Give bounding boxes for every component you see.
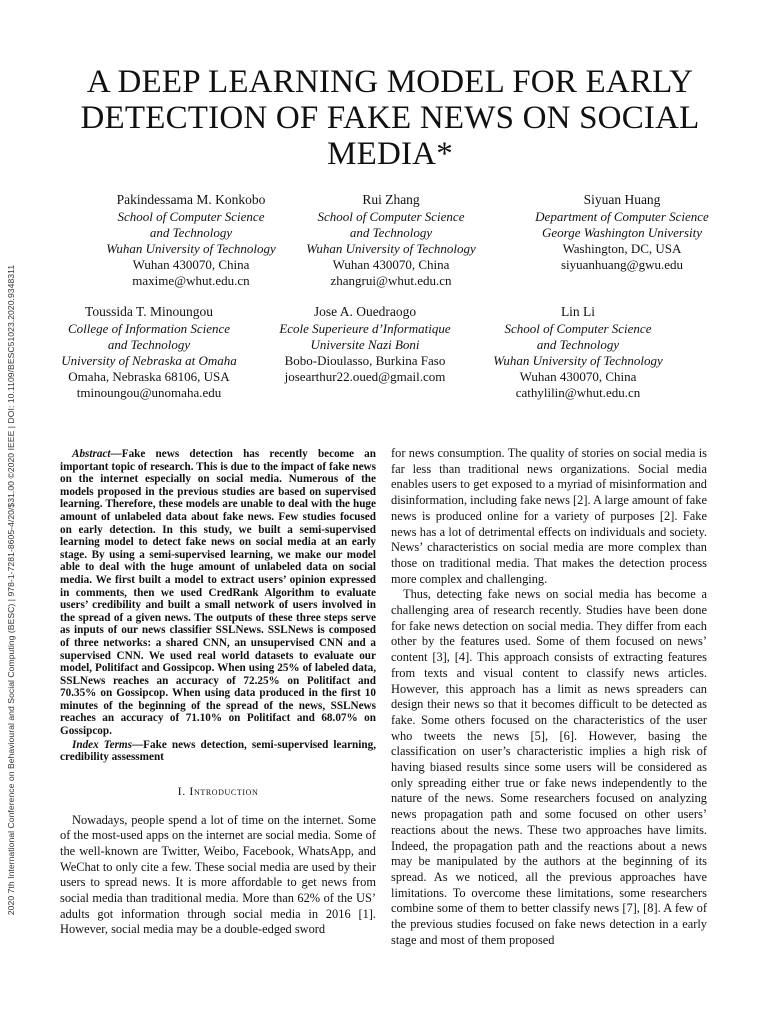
author-address: Omaha, Nebraska 68106, USA [68, 369, 230, 384]
abstract-label: Abstract [72, 448, 111, 460]
author-block [31, 304, 267, 401]
author-email[interactable]: tminoungou@unomaha.edu [76, 385, 222, 400]
author-affiliation: School of Computer Science [317, 209, 465, 224]
body-paragraph: Thus, detecting fake news on social media has become a challenging area of research recently. Studies have been done for fake news detection on social media. They differ from each other by the features used. Some of them focused on news’ content [3], [4]. This approach consists of extracting features from texts and visual content to classify news articles. However, this approach has a limit as news spreaders can design their news so that it becomes difficult to be detected as fake. Some others focused on the characteristics of the user who tweets the news [5], [6]. However, basing the classification on user’s characteristic implies a high risk of having biased results since some users will be considered as only spreading either true or fake news independently to the nature of the news. Some researchers focused on analyzing news propagation path and some focused on other users’ reactions about the news. These two approaches have limits. Indeed, the propagation path and the reactions about a news may be manipulated by the authors at the beginning of its spread. As we noticed, all the previous approaches have limitations. To overcome these limitations, some researchers combine some of them to better classify news [7], [8]. A few of the previous studies focused on fake news detection in a early stage and most of them proposed [391, 587, 707, 947]
author-email[interactable]: cathylilin@whut.edu.cn [515, 385, 641, 400]
author-address: Wuhan 430070, China [519, 369, 637, 384]
author-affiliation: and Technology [536, 337, 620, 352]
author-name: Jose A. Ouedraogo [313, 304, 417, 319]
section-number: I. [177, 783, 186, 798]
author-email[interactable]: siyuanhuang@gwu.edu [560, 257, 684, 272]
author-affiliation: and Technology [349, 225, 433, 240]
left-column [60, 448, 376, 938]
author-affiliation: University of Nebraska at Omaha [61, 353, 237, 368]
index-terms [60, 739, 376, 764]
body-paragraph: for news consumption. The quality of stories on social media is far less than traditional news organizations. Social media enables users to get exposed to a myriad of misinformation and disinformation, including fake news [2]. A large amount of fake news is produced online for a variety of purposes [2]. Fake news has a lot of detrimental effects on individuals and society. News’ characteristics on social media are more complex than those on traditional media. That makes the detection process more complex and challenging. [391, 446, 707, 586]
author-affiliation: School of Computer Science [504, 321, 652, 336]
author-name: Lin Li [560, 304, 596, 319]
right-column [391, 446, 707, 949]
author-address: Wuhan 430070, China [132, 257, 250, 272]
author-name: Rui Zhang [362, 192, 420, 207]
abstract [60, 448, 376, 738]
author-affiliation: Wuhan University of Technology [106, 241, 276, 256]
author-affiliation: Wuhan University of Technology [306, 241, 476, 256]
author-affiliation: and Technology [107, 337, 191, 352]
author-name: Pakindessama M. Konkobo [116, 192, 266, 207]
author-address: Wuhan 430070, China [332, 257, 450, 272]
author-affiliation: Department of Computer Science [535, 209, 709, 224]
author-address: Washington, DC, USA [562, 241, 682, 256]
index-terms-label: Index Terms [72, 738, 132, 751]
section-title: Introduction [189, 783, 259, 798]
author-name: Toussida T. Minoungou [85, 304, 213, 319]
author-affiliation: Wuhan University of Technology [493, 353, 663, 368]
author-email[interactable]: josearthur22.oued@gmail.com [284, 369, 446, 384]
index-terms-text: —Fake news detection, semi-supervised learning, credibility assessment [60, 738, 376, 764]
author-affiliation: School of Computer Science [117, 209, 265, 224]
abstract-text: —Fake news detection has recently become an important topic of research. This is due to the impact of fake news on the internet especially on social media. Numerous of the models proposed in the previous studies are based on supervised learning. Therefore, these models are unable to deal with the huge amount of unlabeled data about fake news. Few studies focused on early detection. In this study, we built a semi-supervised learning model to detect fake news on social media at an early stage. By using a semi-supervised learning, we make our model able to deal with the huge amount of unlabeled data on social media. We first built a model to extract users’ opinion expressed in comments, then we used CredRank Algorithm to evaluate users’ credibility and built a small network of users involved in the spread of a given news. The outputs of these three steps serve as inputs of our news classifier SSLNews. SSLNews is composed of three networks: a shared CNN, an unsupervised CNN and a supervised CNN. We used real world datasets to evaluate our model, Politifact and Gossipcop. When using 25% of labeled data, SSLNews reaches an accuracy of 72.25% on Politifact and 70.35% on Gossipcop. When using data produced in the first 10 minutes of the beginning of the spread of the news, SSLNews reaches an accuracy of 71.10% on Politifact and 68.07% on Gossipcop. [60, 448, 376, 738]
author-name: Siyuan Huang [583, 192, 661, 207]
author-affiliation: George Washington University [541, 225, 703, 240]
section-heading [60, 784, 376, 800]
conference-side-note: 2020 7th International Conference on Behavioural and Social Computing (BESC) | 978-1-7281-8605-4/20/$31.00 ©2020 IEEE | DOI: 10.1109/BESC51023.2020.9348311 [6, 264, 16, 916]
author-affiliation: College of Information Science [67, 321, 231, 336]
author-block [504, 192, 740, 273]
author-address: Bobo-Dioulasso, Burkina Faso [284, 353, 446, 368]
author-email[interactable]: zhangrui@whut.edu.cn [330, 273, 452, 288]
author-affiliation: and Technology [149, 225, 233, 240]
author-affiliation: Universite Nazi Boni [310, 337, 420, 352]
author-block [273, 192, 509, 289]
author-affiliation: Ecole Superieure d’Informatique [279, 321, 451, 336]
author-email[interactable]: maxime@whut.edu.cn [132, 273, 250, 288]
paper-title: A DEEP LEARNING MODEL FOR EARLY DETECTION OF FAKE NEWS ON SOCIAL MEDIA* [80, 64, 700, 172]
body-paragraph: Nowadays, people spend a lot of time on the internet. Some of the most-used apps on the internet are social media. Some of the well-known are Twitter, Weibo, Facebook, WhatsApp, and WeChat to only cite a few. These social media are used by their users to spread news. It is more affordable to get news from social media than traditional media. More than 62% of the US’ adults got information through social media in 2016 [1]. However, social media may be a double-edged sword [60, 812, 376, 937]
author-block [460, 304, 696, 401]
author-block [247, 304, 483, 385]
